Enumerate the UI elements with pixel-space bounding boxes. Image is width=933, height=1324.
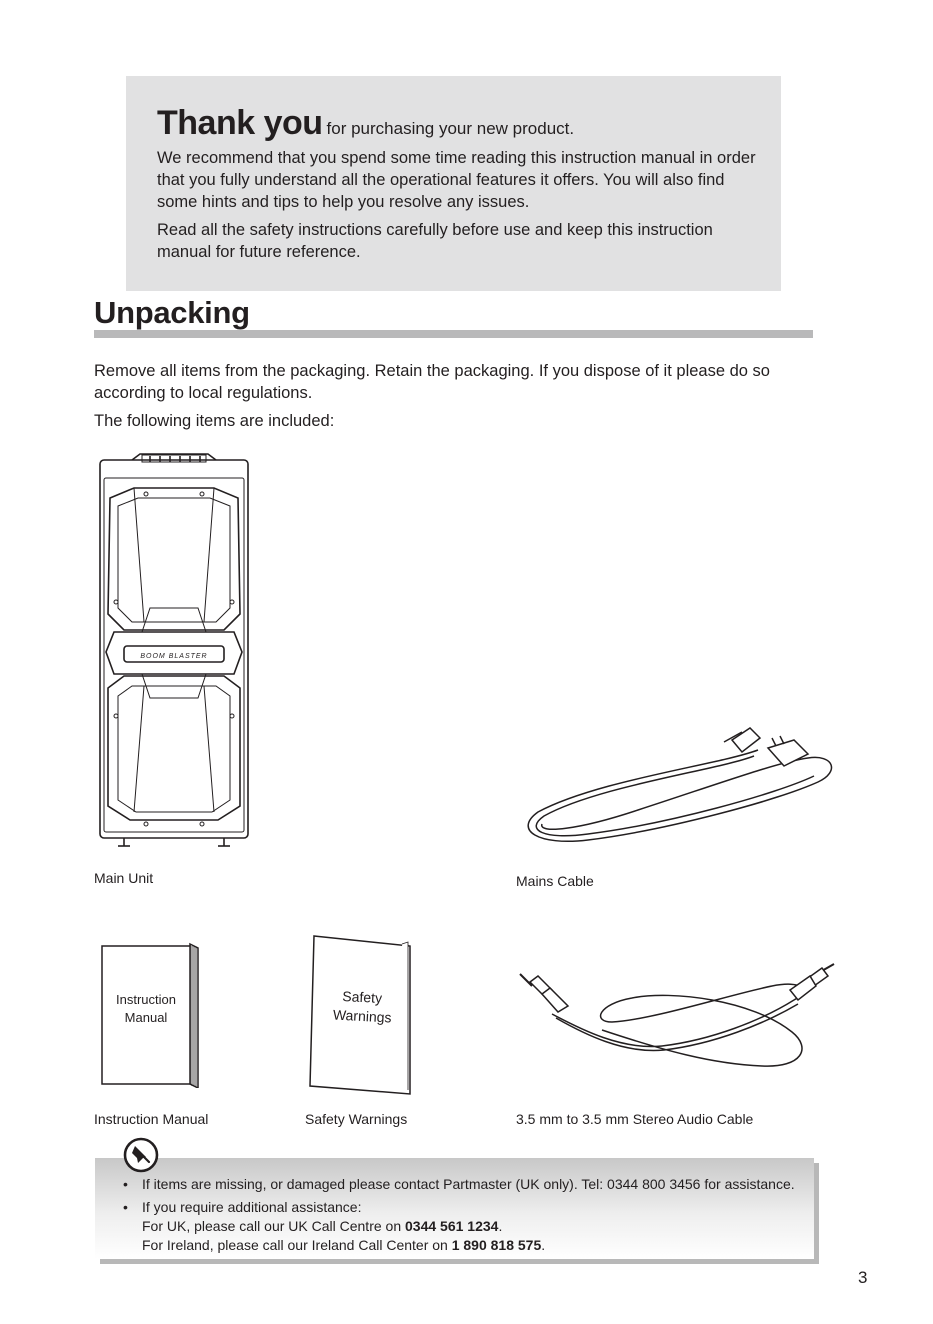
thank-you-title: Thank you — [157, 104, 323, 142]
manual-cover-line1: Instruction — [116, 992, 176, 1007]
mains-cable-illustration — [518, 720, 838, 850]
period: . — [541, 1237, 546, 1253]
page-number: 3 — [858, 1268, 868, 1287]
included-items-label: The following items are included: — [94, 412, 335, 430]
bullet: • — [123, 1199, 128, 1215]
info-item-assistance — [123, 1198, 813, 1255]
safety-cover-line1: Safety — [342, 987, 383, 1007]
mains-cable-caption: Mains Cable — [516, 873, 594, 889]
safety-warnings-caption: Safety Warnings — [305, 1111, 408, 1127]
bullet: • — [123, 1176, 128, 1192]
audio-cable-illustration — [512, 960, 842, 1080]
safety-warnings-illustration — [306, 932, 416, 1096]
info-item-missing — [123, 1175, 813, 1194]
instruction-manual-illustration — [98, 942, 202, 1088]
info-box — [95, 1158, 814, 1259]
period: . — [498, 1218, 503, 1234]
section-rule — [94, 330, 813, 338]
main-unit-caption: Main Unit — [94, 870, 154, 886]
thank-you-box — [126, 76, 781, 291]
thank-you-subtitle: for purchasing your new product. — [326, 119, 575, 138]
instruction-manual-caption: Instruction Manual — [94, 1111, 209, 1127]
ireland-call-text: For Ireland, please call our Ireland Call Center on — [142, 1237, 452, 1253]
unpacking-intro: Remove all items from the packaging. Retain the packaging. If you dispose of it please do so according to local regulations. — [94, 362, 770, 402]
brand-text: BOOM BLASTER — [140, 653, 208, 660]
uk-call-text: For UK, please call our UK Call Centre on — [142, 1218, 405, 1234]
thank-you-paragraph-1: We recommend that you spend some time reading this instruction manual in order that you fully understand all the operational features it offers. You will also find some hints and tips to help you resolve any issues. — [157, 149, 756, 211]
pin-icon — [122, 1136, 160, 1174]
unpacking-title: Unpacking — [94, 295, 250, 330]
thank-you-heading — [157, 104, 574, 143]
main-unit-illustration — [94, 452, 254, 850]
thank-you-paragraph-2: Read all the safety instructions carefully before use and keep this instruction manual for future reference. — [157, 221, 713, 261]
info-list — [123, 1175, 813, 1259]
safety-cover-line2: Warnings — [332, 1006, 392, 1026]
info-assistance-text: If you require additional assistance: — [142, 1199, 362, 1215]
ireland-phone-number: 1 890 818 575 — [451, 1237, 542, 1253]
audio-cable-caption: 3.5 mm to 3.5 mm Stereo Audio Cable — [516, 1111, 754, 1127]
uk-phone-number: 0344 561 1234 — [405, 1218, 499, 1234]
info-missing-text: If items are missing, or damaged please contact Partmaster (UK only). Tel: 0344 800 3456 for assistance. — [142, 1176, 795, 1192]
manual-cover-line2: Manual — [124, 1010, 168, 1025]
